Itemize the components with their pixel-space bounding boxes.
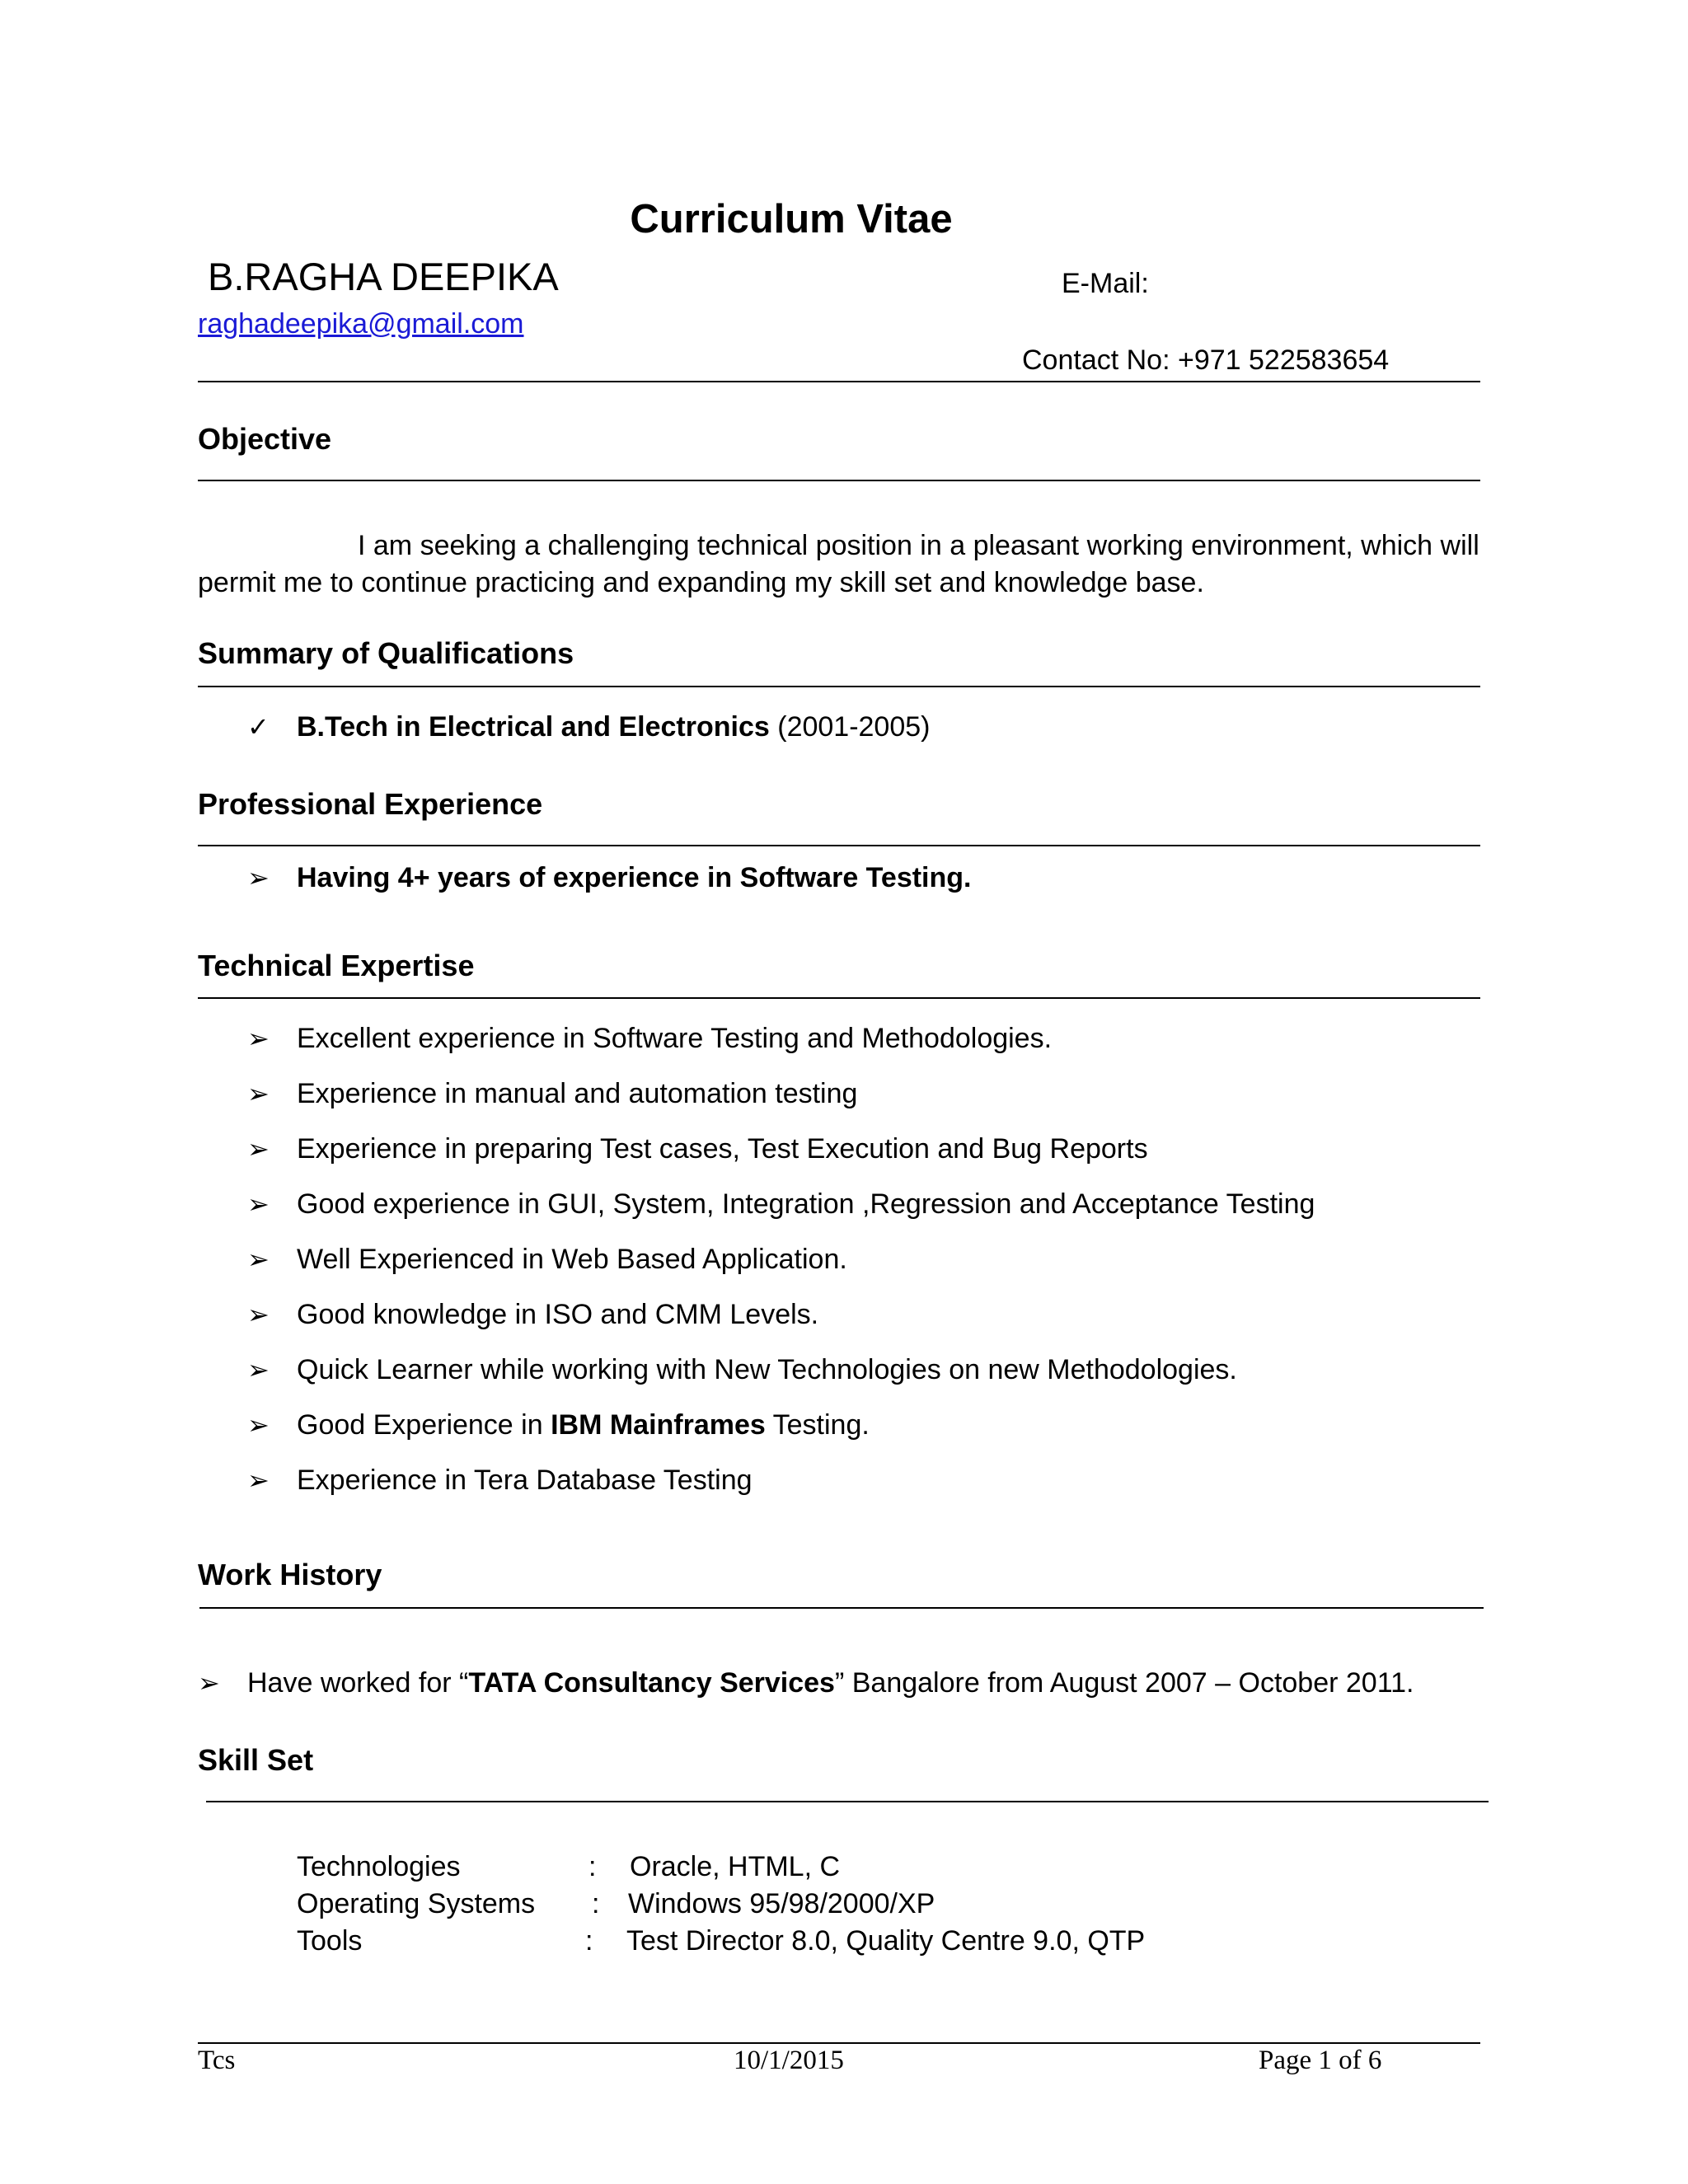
expertise-item: Good Experience in IBM Mainframes Testing. <box>297 1409 870 1441</box>
skill-separator: : <box>585 1925 593 1957</box>
arrow-bullet-icon: ➢ <box>247 863 270 893</box>
experience-heading: Professional Experience <box>198 787 543 821</box>
skill-label: Operating Systems <box>297 1888 536 1919</box>
arrow-bullet-icon: ➢ <box>247 1024 270 1053</box>
expertise-item: Experience in preparing Test cases, Test Execution and Bug Reports <box>297 1133 1148 1165</box>
candidate-name: B.RAGHA DEEPIKA <box>208 255 559 298</box>
skill-label: Tools <box>297 1925 363 1957</box>
arrow-bullet-icon: ➢ <box>198 1668 220 1698</box>
footer-company: Tcs <box>198 2046 236 2075</box>
qualifications-divider <box>198 686 1480 687</box>
objective-heading: Objective <box>198 422 332 456</box>
expertise-heading: Technical Expertise <box>198 949 475 982</box>
qualification-years: (2001-2005) <box>769 711 931 743</box>
email-label: E-Mail: <box>1062 268 1149 299</box>
expertise-item: Good experience in GUI, System, Integration ,Regression and Acceptance Testing <box>297 1188 1315 1220</box>
skill-label: Technologies <box>297 1851 461 1882</box>
footer-page-number: Page 1 of 6 <box>1259 2046 1382 2075</box>
employer-name: TATA Consultancy Services <box>468 1667 835 1699</box>
skill-set-divider <box>206 1801 1489 1802</box>
email-link[interactable]: raghadeepika@gmail.com <box>198 308 524 340</box>
experience-summary: Having 4+ years of experience in Software Testing. <box>297 862 972 893</box>
footer-date: 10/1/2015 <box>734 2046 844 2075</box>
arrow-bullet-icon: ➢ <box>247 1465 270 1495</box>
objective-divider <box>198 480 1480 481</box>
skill-value: Test Director 8.0, Quality Centre 9.0, QTP <box>626 1925 1146 1957</box>
arrow-bullet-icon: ➢ <box>247 1300 270 1329</box>
work-history-divider <box>199 1607 1484 1609</box>
work-history-heading: Work History <box>198 1558 382 1591</box>
skill-separator: : <box>592 1888 600 1919</box>
qualifications-heading: Summary of Qualifications <box>198 636 574 670</box>
experience-divider <box>198 845 1480 846</box>
check-icon: ✓ <box>247 712 270 742</box>
arrow-bullet-icon: ➢ <box>247 1134 270 1164</box>
expertise-item: Excellent experience in Software Testing and Methodologies. <box>297 1023 1053 1054</box>
qualification-degree: B.Tech in Electrical and Electronics <box>297 711 770 743</box>
arrow-bullet-icon: ➢ <box>247 1079 270 1108</box>
document-title: Curriculum Vitae <box>630 197 953 241</box>
objective-text <box>198 527 1480 602</box>
arrow-bullet-icon: ➢ <box>247 1410 270 1440</box>
skill-value: Oracle, HTML, C <box>630 1851 841 1882</box>
expertise-item: Well Experienced in Web Based Application. <box>297 1244 847 1275</box>
objective-line-1: I am seeking a challenging technical position in a pleasant working environment, which will <box>358 530 1479 561</box>
skill-value: Windows 95/98/2000/XP <box>628 1888 935 1919</box>
ibm-mainframes-text: IBM Mainframes <box>551 1409 766 1441</box>
contact-number: Contact No: +971 522583654 <box>1022 344 1390 376</box>
expertise-item: Experience in Tera Database Testing <box>297 1465 753 1496</box>
expertise-divider <box>198 997 1480 999</box>
work-history-text: Have worked for “TATA Consultancy Services” Bangalore from August 2007 – October 2011. <box>247 1667 1414 1699</box>
arrow-bullet-icon: ➢ <box>247 1244 270 1274</box>
arrow-bullet-icon: ➢ <box>247 1355 270 1385</box>
skill-separator: : <box>588 1851 597 1882</box>
skill-set-heading: Skill Set <box>198 1743 314 1777</box>
expertise-item: Good knowledge in ISO and CMM Levels. <box>297 1299 819 1330</box>
arrow-bullet-icon: ➢ <box>247 1189 270 1219</box>
header-divider <box>198 381 1480 382</box>
expertise-item: Experience in manual and automation testing <box>297 1078 858 1109</box>
footer-divider <box>198 2042 1480 2044</box>
objective-line-2: permit me to continue practicing and expanding my skill set and knowledge base. <box>198 567 1204 598</box>
expertise-item: Quick Learner while working with New Technologies on new Methodologies. <box>297 1354 1237 1385</box>
